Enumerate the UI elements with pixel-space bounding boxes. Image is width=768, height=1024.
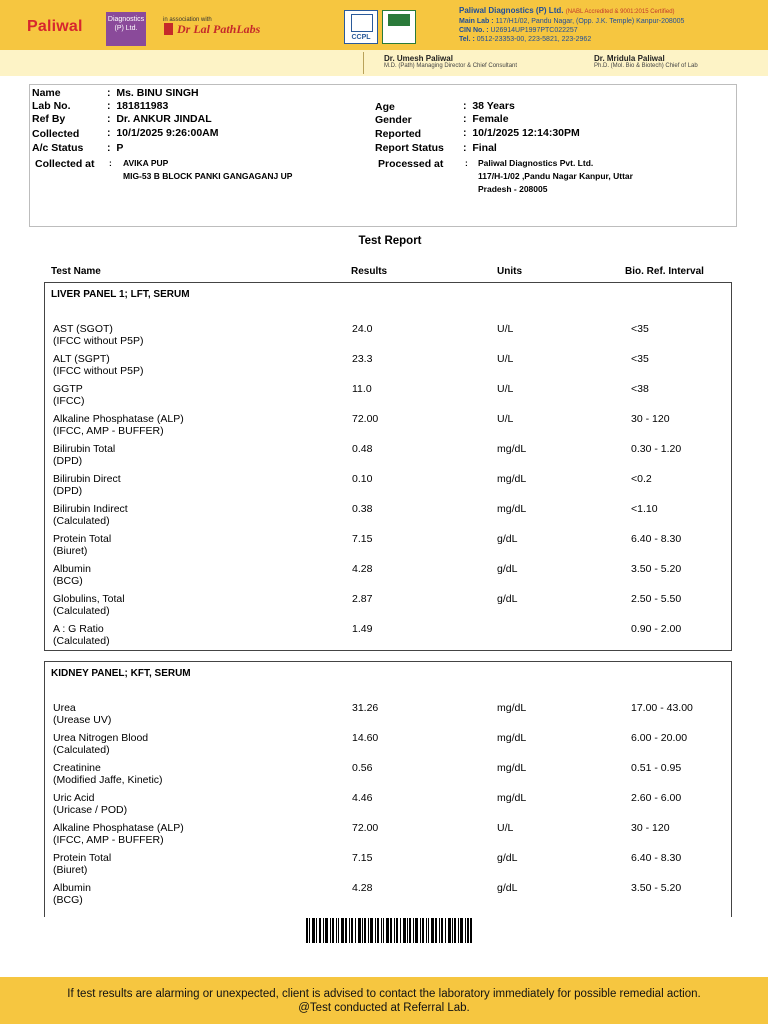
table-row [45, 593, 731, 623]
company-name: Paliwal Diagnostics (P) Ltd. (NABL Accredited & 9001:2015 Certified) [459, 6, 675, 15]
test-unit: mg/dL [497, 443, 527, 455]
gender: : Female [463, 113, 509, 125]
col-test-name: Test Name [51, 266, 101, 277]
test-unit: mg/dL [497, 473, 527, 485]
accreditation-text: (NABL Accredited & 9001:2015 Certified) [565, 9, 675, 15]
test-method: (IFCC, AMP - BUFFER) [53, 425, 164, 437]
footer-referral-note: @Test conducted at Referral Lab. [298, 1002, 470, 1014]
doctor-2: Dr. Mridula Paliwal Ph.D. (Mol. Bio & Biotech) Chief of Lab [594, 54, 698, 69]
test-method: (Calculated) [53, 515, 110, 527]
table-row [45, 413, 731, 443]
test-ref: 6.00 - 20.00 [631, 732, 688, 744]
col-ref-interval: Bio. Ref. Interval [625, 266, 704, 277]
test-ref: 6.40 - 8.30 [631, 852, 682, 864]
test-ref: 0.51 - 0.95 [631, 762, 682, 774]
test-result: 31.26 [352, 702, 379, 714]
labno-label: Lab No. [32, 100, 71, 112]
test-ref: 2.60 - 6.00 [631, 792, 682, 804]
liver-panel [44, 282, 732, 651]
ac-status-label: A/c Status [32, 142, 84, 154]
test-result: 1.49 [352, 623, 373, 635]
test-unit: U/L [497, 822, 514, 834]
table-row [45, 762, 731, 792]
test-ref: 30 - 120 [631, 413, 670, 425]
test-ref: <38 [631, 383, 649, 395]
test-name: Globulins, Total [53, 593, 125, 605]
test-result: 0.38 [352, 503, 373, 515]
report-title: Test Report [358, 235, 422, 247]
tel-line: Tel. : 0512-23353-00, 223-5821, 223-2962 [459, 36, 592, 43]
table-row [45, 533, 731, 563]
ac-status: : P [107, 142, 124, 154]
test-ref: 30 - 120 [631, 822, 670, 834]
brand-logo: Paliwal [27, 18, 83, 35]
test-ref: 3.50 - 5.20 [631, 563, 682, 575]
test-method: (Calculated) [53, 605, 110, 617]
test-result: 7.15 [352, 852, 373, 864]
table-row [45, 822, 731, 852]
test-result: 2.87 [352, 593, 373, 605]
test-unit: U/L [497, 353, 514, 365]
test-ref: 2.50 - 5.50 [631, 593, 682, 605]
collected-at-line1: AVIKA PUP [123, 158, 169, 168]
test-name: Bilirubin Total [53, 443, 116, 455]
test-ref: 0.90 - 2.00 [631, 623, 682, 635]
test-ref: <0.2 [631, 473, 652, 485]
test-unit: g/dL [497, 593, 518, 605]
table-row [45, 563, 731, 593]
referring-doctor: : Dr. ANKUR JINDAL [107, 113, 212, 125]
processed-line3: Pradesh - 208005 [478, 184, 548, 194]
collected-label: Collected [32, 128, 80, 140]
test-unit: mg/dL [497, 702, 527, 714]
test-name: Alkaline Phosphatase (ALP) [53, 413, 184, 425]
test-name: Albumin [53, 563, 91, 575]
test-result: 0.10 [352, 473, 373, 485]
table-row [45, 383, 731, 413]
footer-band [0, 977, 768, 1024]
test-name: Albumin [53, 882, 91, 894]
kidney-panel [44, 661, 732, 917]
barcode-icon [306, 918, 472, 943]
patient-name: : Ms. BINU SINGH [107, 87, 199, 99]
test-ref: 0.30 - 1.20 [631, 443, 682, 455]
table-row [45, 443, 731, 473]
processed-line2: 117/H-1/02 ,Pandu Nagar Kanpur, Uttar [478, 171, 633, 181]
reported-datetime: : 10/1/2025 12:14:30PM [463, 127, 580, 139]
test-unit: g/dL [497, 563, 518, 575]
test-method: (IFCC without P5P) [53, 335, 144, 347]
report-status-label: Report Status [375, 142, 444, 154]
test-result: 4.46 [352, 792, 373, 804]
test-unit: g/dL [497, 533, 518, 545]
age: : 38 Years [463, 100, 515, 112]
test-method: (Calculated) [53, 744, 110, 756]
test-name: Urea [53, 702, 76, 714]
test-name: Alkaline Phosphatase (ALP) [53, 822, 184, 834]
col-units: Units [497, 266, 522, 277]
partner-logo-icon [164, 23, 173, 35]
table-row [45, 353, 731, 383]
doctor-1: Dr. Umesh Paliwal M.D. (Path) Managing Director & Chief Consultant [384, 54, 518, 69]
col-results: Results [351, 266, 388, 277]
test-unit: mg/dL [497, 792, 527, 804]
test-ref: 3.50 - 5.20 [631, 882, 682, 894]
test-method: (Biuret) [53, 864, 88, 876]
test-result: 72.00 [352, 413, 379, 425]
test-name: Uric Acid [53, 792, 95, 804]
test-method: (Biuret) [53, 545, 88, 557]
partner-logo: Dr Lal PathLabs [177, 22, 261, 36]
test-ref: <1.10 [631, 503, 658, 515]
panel-title: LIVER PANEL 1; LFT, SERUM [51, 289, 190, 300]
processed-at-label: Processed at [378, 158, 444, 170]
test-name: A : G Ratio [53, 623, 104, 635]
test-ref: 17.00 - 43.00 [631, 702, 693, 714]
table-row [45, 503, 731, 533]
collected-at-colon: : [109, 158, 112, 168]
test-unit: mg/dL [497, 762, 527, 774]
gender-label: Gender [375, 114, 412, 126]
test-method: (BCG) [53, 575, 83, 587]
certification-seal-icon [344, 10, 378, 44]
reported-label: Reported [375, 128, 422, 140]
test-result: 72.00 [352, 822, 379, 834]
test-result: 23.3 [352, 353, 373, 365]
accreditation-seal-icon [382, 10, 416, 44]
table-row [45, 792, 731, 822]
test-method: (DPD) [53, 485, 83, 497]
test-name: GGTP [53, 383, 83, 395]
association-text: in association with [163, 17, 212, 23]
report-status: : Final [463, 142, 497, 154]
test-result: 0.56 [352, 762, 373, 774]
main-lab-line: Main Lab : 117/H1/02, Pandu Nagar, (Opp. J.K. Temple) Kanpur-208005 [459, 18, 685, 25]
test-method: (IFCC without P5P) [53, 365, 144, 377]
test-result: 4.28 [352, 882, 373, 894]
test-method: (Urease UV) [53, 714, 112, 726]
test-result: 7.15 [352, 533, 373, 545]
test-name: Bilirubin Indirect [53, 503, 128, 515]
table-row [45, 323, 731, 353]
test-method: (Uricase / POD) [53, 804, 128, 816]
processed-line1: Paliwal Diagnostics Pvt. Ltd. [478, 158, 594, 168]
table-row [45, 852, 731, 882]
table-row [45, 702, 731, 732]
certification-label: CCPL [351, 34, 371, 41]
collected-at-label: Collected at [35, 158, 95, 170]
test-unit: mg/dL [497, 732, 527, 744]
processed-at-colon: : [465, 158, 468, 168]
diagnostics-logo: Diagnostics (P) Ltd. [106, 12, 146, 46]
test-ref: <35 [631, 323, 649, 335]
test-unit: g/dL [497, 852, 518, 864]
table-row [45, 473, 731, 503]
footer-disclaimer: If test results are alarming or unexpected, client is advised to contact the laboratory immediately for possible remedial action. [67, 988, 701, 1000]
test-result: 24.0 [352, 323, 373, 335]
test-method: (IFCC, AMP - BUFFER) [53, 834, 164, 846]
lab-number: : 181811983 [107, 100, 169, 112]
age-label: Age [375, 101, 395, 113]
test-unit: mg/dL [497, 503, 527, 515]
test-result: 0.48 [352, 443, 373, 455]
refby-label: Ref By [32, 113, 66, 125]
test-name: Creatinine [53, 762, 101, 774]
test-method: (Modified Jaffe, Kinetic) [53, 774, 163, 786]
test-result: 14.60 [352, 732, 379, 744]
test-method: (IFCC) [53, 395, 85, 407]
test-name: ALT (SGPT) [53, 353, 110, 365]
test-unit: g/dL [497, 882, 518, 894]
test-result: 4.28 [352, 563, 373, 575]
cin-line: CIN No. : U26914UP1997PTC022257 [459, 27, 578, 34]
table-row [45, 732, 731, 762]
table-row [45, 882, 731, 912]
test-name: Protein Total [53, 533, 112, 545]
test-name: AST (SGOT) [53, 323, 113, 335]
test-name: Bilirubin Direct [53, 473, 121, 485]
collected-at-line2: MIG-53 B BLOCK PANKI GANGAGANJ UP [123, 171, 293, 181]
test-name: Urea Nitrogen Blood [53, 732, 149, 744]
test-method: (DPD) [53, 455, 83, 467]
test-method: (BCG) [53, 894, 83, 906]
test-ref: <35 [631, 353, 649, 365]
panel-title: KIDNEY PANEL; KFT, SERUM [51, 668, 191, 679]
test-unit: U/L [497, 413, 514, 425]
test-name: Protein Total [53, 852, 112, 864]
test-result: 11.0 [352, 383, 372, 395]
table-row [45, 623, 731, 653]
doctor-divider [363, 52, 364, 74]
name-label: Name [32, 87, 61, 99]
test-unit: U/L [497, 383, 514, 395]
test-method: (Calculated) [53, 635, 110, 647]
test-unit: U/L [497, 323, 514, 335]
test-ref: 6.40 - 8.30 [631, 533, 682, 545]
collected-datetime: : 10/1/2025 9:26:00AM [107, 127, 219, 139]
